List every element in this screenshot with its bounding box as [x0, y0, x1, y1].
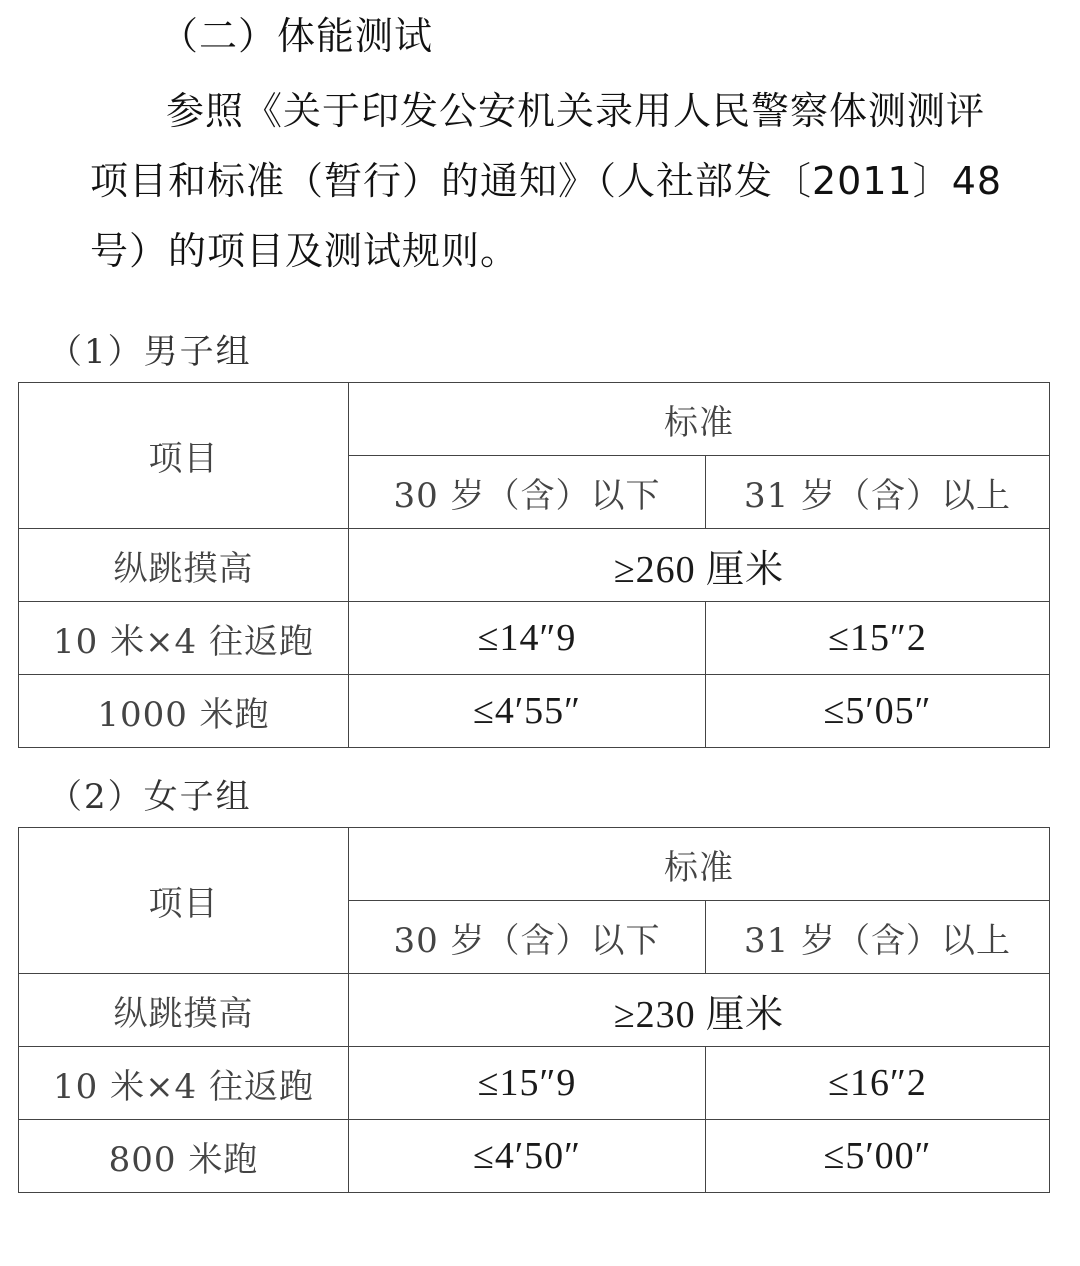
- row-value-31-above: ≤5′05″: [706, 675, 1050, 748]
- row-value-30-below: ≤4′50″: [349, 1120, 706, 1193]
- header-age-31-above: 31 岁（含）以上: [706, 901, 1050, 974]
- table-row: [19, 602, 1050, 675]
- row-value-30-below: ≤15″9: [349, 1047, 706, 1120]
- female-standards-table: [18, 827, 1050, 1193]
- row-value-30-below: ≤4′55″: [349, 675, 706, 748]
- row-item: 10 米×4 往返跑: [19, 602, 349, 675]
- male-standards-table: [18, 382, 1050, 748]
- header-standard: 标准: [349, 383, 1050, 456]
- table-row: [19, 529, 1050, 602]
- table-header-row: [19, 383, 1050, 456]
- table-row: [19, 675, 1050, 748]
- row-value-merged: ≥230 厘米: [349, 974, 1050, 1047]
- row-item: 纵跳摸高: [19, 529, 349, 602]
- row-value-31-above: ≤16″2: [706, 1047, 1050, 1120]
- reference-paragraph: 参照《关于印发公安机关录用人民警察体测测评项目和标准（暂行）的通知》（人社部发〔2011〕48号）的项目及测试规则。: [90, 89, 1003, 273]
- header-item: 项目: [19, 828, 349, 974]
- row-value-30-below: ≤14″9: [349, 602, 706, 675]
- table-header-row: [19, 828, 1050, 901]
- header-age-31-above: 31 岁（含）以上: [706, 456, 1050, 529]
- table-row: [19, 1047, 1050, 1120]
- section-heading: （二）体能测试: [160, 14, 434, 58]
- female-group-label: （2）女子组: [48, 777, 252, 817]
- header-standard: 标准: [349, 828, 1050, 901]
- row-item: 纵跳摸高: [19, 974, 349, 1047]
- table-row: [19, 1120, 1050, 1193]
- table-row: [19, 974, 1050, 1047]
- row-value-merged: ≥260 厘米: [349, 529, 1050, 602]
- row-value-31-above: ≤15″2: [706, 602, 1050, 675]
- male-group-label: （1）男子组: [48, 332, 252, 372]
- row-item: 10 米×4 往返跑: [19, 1047, 349, 1120]
- header-item: 项目: [19, 383, 349, 529]
- header-age-30-below: 30 岁（含）以下: [349, 456, 706, 529]
- header-age-30-below: 30 岁（含）以下: [349, 901, 706, 974]
- row-item: 800 米跑: [19, 1120, 349, 1193]
- row-item: 1000 米跑: [19, 675, 349, 748]
- row-value-31-above: ≤5′00″: [706, 1120, 1050, 1193]
